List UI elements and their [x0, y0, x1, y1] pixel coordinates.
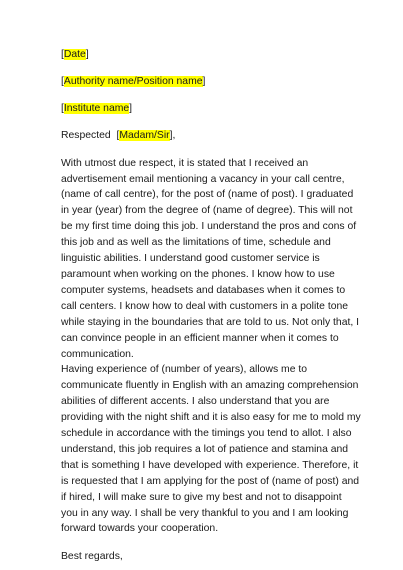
- greeting-line: Respected [Madam/Sir],: [61, 129, 176, 141]
- greeting-prefix: Respected: [61, 129, 111, 141]
- date-line: [Date]: [61, 49, 89, 60]
- authority-placeholder: Authority name/Position name: [63, 75, 203, 87]
- authority-line: [Authority name/Position name]: [61, 75, 206, 87]
- greeting-suffix: ],: [169, 129, 176, 141]
- closing-line: Best regards,: [61, 551, 123, 563]
- institute-line: [Institute name]: [61, 102, 133, 114]
- paragraph-1: With utmost due respect, it is stated that I received an advertisement email mentioning a vacancy in your call centre, (name of call centre), for the post of (name of post). I graduated in year (year) from the degree of (name of degree). This will not be my first time doing this job. I understand the pros and cons of this job and as well as the limitations of time, schedule and linguistic abilities. I understand good customer service is paramount when working on the phones. I know how to use computer systems, headsets and databases when it comes to call centers. I know how to deal with customers in a polite tone while staying in the boundaries that are told to us. Not only that, I can convince people in an efficient manner when it comes to communication.: [61, 157, 360, 360]
- institute-placeholder: Institute name: [63, 102, 130, 114]
- date-placeholder: Date: [63, 49, 86, 60]
- salutation-placeholder: Madam/Sir: [119, 129, 170, 141]
- paragraph-2: Having experience of (number of years), allows me to communicate fluently in English with an amazing comprehension abilities of different accents. I also understand that you are providing with the night shift and it is also easy for me to mold my schedule in accordance with the timings you tend to allot. I also understand, this job requires a lot of patience and stamina and that is something I have developed with experience. Therefore, it is requested that I am applying for the post of (name of post) and if hired, I will make sure to give my best and not to disappoint you in any way. I shall be very thankful to you and I am looking forward towards your cooperation.: [61, 364, 361, 535]
- letter-body: [61, 47, 361, 565]
